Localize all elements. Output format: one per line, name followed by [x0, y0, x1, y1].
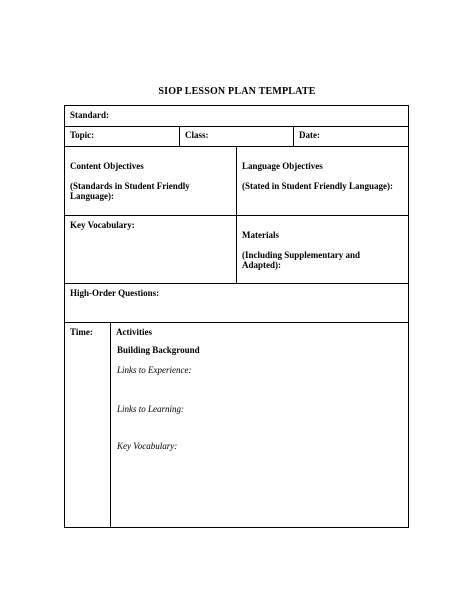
date-field[interactable]	[294, 127, 408, 146]
objectives-row	[65, 147, 408, 216]
links-learning-label: Links to Learning:	[117, 404, 185, 414]
content-objectives-title: Content Objectives	[70, 161, 144, 171]
high-order-row[interactable]	[65, 284, 408, 323]
language-objectives-label	[237, 147, 408, 191]
vocabulary-materials-row	[65, 216, 408, 284]
time-activities-row	[65, 323, 408, 527]
high-order-label: High-Order Questions:	[70, 288, 160, 298]
topic-class-date-row	[65, 127, 408, 147]
time-field[interactable]	[65, 323, 111, 527]
standard-label: Standard:	[70, 110, 110, 120]
materials-title: Materials	[242, 230, 279, 240]
materials-field[interactable]	[237, 216, 408, 283]
building-background-label: Building Background	[117, 345, 200, 355]
activities-field[interactable]	[111, 323, 408, 527]
time-label: Time:	[70, 327, 93, 337]
lesson-plan-form	[64, 105, 409, 528]
standard-row[interactable]	[65, 106, 408, 127]
key-vocabulary-activity-label: Key Vocabulary:	[117, 441, 178, 451]
content-objectives-sub: (Standards in Student Friendly Language):	[70, 181, 190, 201]
content-objectives-field[interactable]	[65, 147, 237, 215]
date-label: Date:	[299, 130, 320, 140]
language-objectives-sub: (Stated in Student Friendly Language):	[242, 181, 394, 191]
class-field[interactable]	[180, 127, 294, 146]
materials-sub: (Including Supplementary and Adapted):	[242, 250, 361, 270]
materials-label	[237, 216, 408, 270]
activities-label: Activities	[116, 327, 152, 337]
language-objectives-title: Language Objectives	[242, 161, 323, 171]
language-objectives-field[interactable]	[237, 147, 408, 215]
key-vocabulary-field[interactable]	[65, 216, 237, 283]
links-experience-label: Links to Experience:	[117, 365, 192, 375]
key-vocabulary-label: Key Vocabulary:	[70, 220, 135, 230]
content-objectives-label	[65, 147, 236, 201]
class-label: Class:	[185, 130, 209, 140]
page-title: SIOP LESSON PLAN TEMPLATE	[158, 86, 316, 97]
topic-field[interactable]	[65, 127, 180, 146]
topic-label: Topic:	[70, 130, 95, 140]
